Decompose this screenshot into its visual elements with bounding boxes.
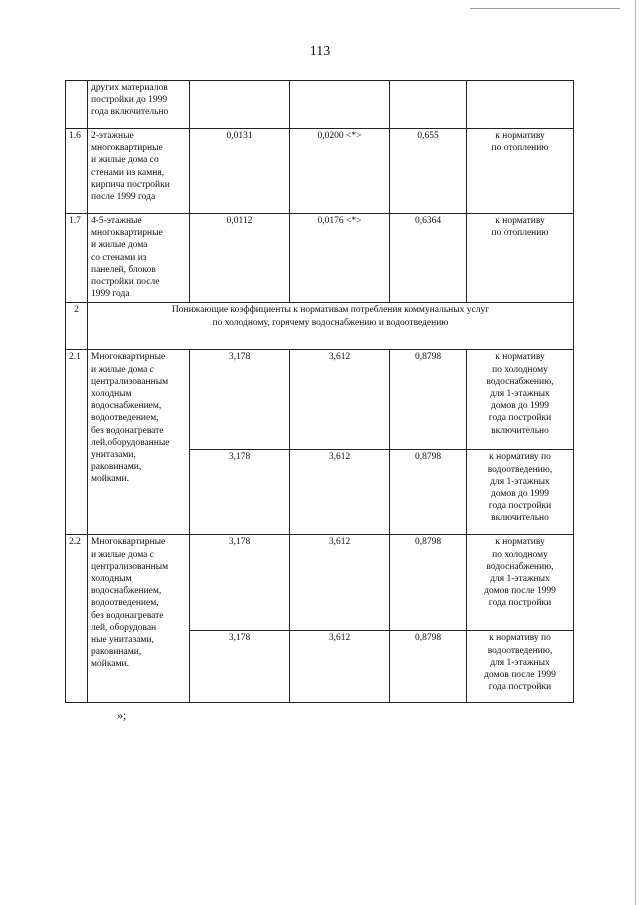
- row-description-cell: [88, 81, 190, 129]
- desc-line: мойками.: [91, 474, 130, 485]
- table-section-2: [66, 303, 574, 350]
- value-cell-3: 0,8798: [390, 535, 467, 631]
- norm-line: к нормативу: [495, 131, 545, 141]
- table-row-1-6: [66, 129, 574, 214]
- table-row-2-1-a: [66, 350, 574, 450]
- norm-cell: [467, 350, 574, 450]
- value-cell-3: 0,8798: [390, 350, 467, 450]
- desc-line: после 1999 года: [91, 192, 156, 203]
- norm-line: для 1-этажных: [490, 389, 550, 400]
- table-row-continuation: [66, 81, 574, 129]
- desc-line: панелей, блоков: [91, 264, 156, 275]
- desc-line: лей, оборудован: [91, 622, 157, 633]
- value-cell-2: 3,612: [290, 631, 390, 703]
- value-cell-2: 3,612: [290, 350, 390, 450]
- norm-line: по отоплению: [491, 143, 549, 154]
- desc-line: водоотведением,: [91, 598, 159, 609]
- row-number-cell: 2.2: [66, 535, 88, 703]
- norm-line: по холодному: [492, 549, 548, 560]
- desc-line: со стенами из: [91, 252, 147, 263]
- desc-line: многоквартирные: [91, 228, 163, 239]
- desc-line: холодным: [91, 574, 132, 585]
- norm-line: года постройки: [488, 501, 552, 512]
- desc-line: централизованным: [91, 561, 169, 572]
- desc-line: и жилые дома со: [91, 155, 159, 166]
- section-number-cell: 2: [66, 303, 88, 350]
- desc-line: других материалов: [91, 83, 168, 93]
- norm-cell: [467, 214, 574, 303]
- desc-line: водоснабжением,: [91, 401, 162, 412]
- desc-line: и жилые дома с: [91, 364, 154, 375]
- norm-line: к нормативу по: [489, 452, 551, 463]
- norm-line: года постройки: [488, 598, 552, 609]
- desc-line: раковинами,: [91, 647, 142, 658]
- section-title-cell: [88, 303, 574, 350]
- value-cell-2: 0,0176 <*>: [290, 214, 390, 303]
- desc-line: Многоквартирные: [91, 352, 166, 363]
- norm-line: к нормативу: [495, 537, 545, 548]
- row-number-cell: 1.6: [66, 129, 88, 214]
- scan-artifact-edge: [635, 0, 636, 905]
- coefficients-table: [65, 80, 574, 703]
- norm-line: домов после 1999: [484, 586, 556, 597]
- norm-line: домов до 1999: [491, 489, 549, 500]
- norm-line: водоотведению,: [487, 464, 553, 475]
- row-number-cell: 1.7: [66, 214, 88, 303]
- row-number-cell: 2.1: [66, 350, 88, 535]
- table-row-1-7: [66, 214, 574, 303]
- desc-line: стенами из камня,: [91, 167, 165, 178]
- norm-line: водоснабжению,: [486, 376, 554, 387]
- value-cell-3: 0,6364: [390, 214, 467, 303]
- desc-line: централизованным: [91, 376, 169, 387]
- desc-line: и жилые дома с: [91, 549, 154, 560]
- desc-line: без водонагревате: [91, 610, 164, 621]
- norm-cell: [467, 81, 574, 129]
- norm-line: домов после 1999: [484, 670, 556, 681]
- row-description-cell: [88, 535, 190, 703]
- desc-line: холодным: [91, 389, 132, 400]
- norm-line: для 1-этажных: [490, 657, 550, 668]
- desc-line: без водонагревате: [91, 425, 164, 436]
- value-cell-3: 0,8798: [390, 631, 467, 703]
- norm-line: для 1-этажных: [490, 476, 550, 487]
- desc-line: постройки до 1999: [91, 95, 168, 106]
- value-cell-3: 0,655: [390, 129, 467, 214]
- norm-cell: [467, 450, 574, 535]
- norm-cell: [467, 535, 574, 631]
- row-description-cell: [88, 214, 190, 303]
- norm-cell: [467, 631, 574, 703]
- desc-line: года включительно: [91, 107, 169, 118]
- norm-line: к нормативу: [495, 352, 545, 363]
- value-cell-1: 0,0112: [190, 214, 290, 303]
- norm-line: по холодному: [492, 364, 548, 375]
- value-cell: [190, 81, 290, 129]
- desc-line: многоквартирные: [91, 143, 163, 154]
- norm-line: включительно: [491, 425, 549, 436]
- desc-line: ные унитазами,: [91, 635, 154, 646]
- norm-line: к нормативу: [495, 216, 545, 226]
- value-cell-2: 0,0200 <*>: [290, 129, 390, 214]
- row-description-cell: [88, 129, 190, 214]
- page-number: 113: [309, 44, 331, 59]
- norm-line: к нормативу по: [489, 633, 551, 644]
- value-cell: [290, 81, 390, 129]
- norm-line: по отоплению: [491, 228, 549, 239]
- desc-line: унитазами,: [91, 450, 136, 461]
- norm-cell: [467, 129, 574, 214]
- desc-line: 2-этажные: [91, 131, 134, 141]
- desc-line: 4-5-этажные: [91, 216, 142, 226]
- value-cell-1: 0,0131: [190, 129, 290, 214]
- row-description-cell: [88, 350, 190, 535]
- desc-line: постройки после: [91, 277, 160, 288]
- norm-line: для 1-этажных: [490, 574, 550, 585]
- desc-line: мойками.: [91, 659, 130, 670]
- desc-line: водоснабжением,: [91, 586, 162, 597]
- value-cell: [390, 81, 467, 129]
- closing-quote: »;: [117, 708, 127, 722]
- desc-line: раковинами,: [91, 462, 142, 473]
- norm-line: года постройки: [488, 413, 552, 424]
- desc-line: кирпича постройки: [91, 179, 170, 190]
- value-cell-3: 0,8798: [390, 450, 467, 535]
- table-row-2-2-a: [66, 535, 574, 631]
- norm-line: водоотведению,: [487, 645, 553, 656]
- norm-line: года постройки: [488, 682, 552, 693]
- norm-line: домов до 1999: [491, 401, 549, 412]
- section-title-line: Понижающие коэффициенты к нормативам потребления коммунальных услуг: [171, 305, 490, 316]
- desc-line: 1999 года: [91, 289, 130, 300]
- section-title-line: по холодному, горячему водоснабжению и водоотведению: [212, 317, 449, 328]
- desc-line: Многоквартирные: [91, 537, 166, 548]
- value-cell-1: 3,178: [190, 631, 290, 703]
- norm-line: включительно: [491, 513, 549, 524]
- value-cell-1: 3,178: [190, 350, 290, 450]
- value-cell-1: 3,178: [190, 450, 290, 535]
- desc-line: лей,оборудованные: [91, 437, 170, 448]
- desc-line: и жилые дома: [91, 240, 148, 251]
- norm-line: водоснабжению,: [486, 561, 554, 572]
- scan-artifact-top: [470, 8, 620, 9]
- value-cell-2: 3,612: [290, 450, 390, 535]
- desc-line: водоотведением,: [91, 413, 159, 424]
- value-cell-1: 3,178: [190, 535, 290, 631]
- value-cell-2: 3,612: [290, 535, 390, 631]
- row-number-cell: [66, 81, 88, 129]
